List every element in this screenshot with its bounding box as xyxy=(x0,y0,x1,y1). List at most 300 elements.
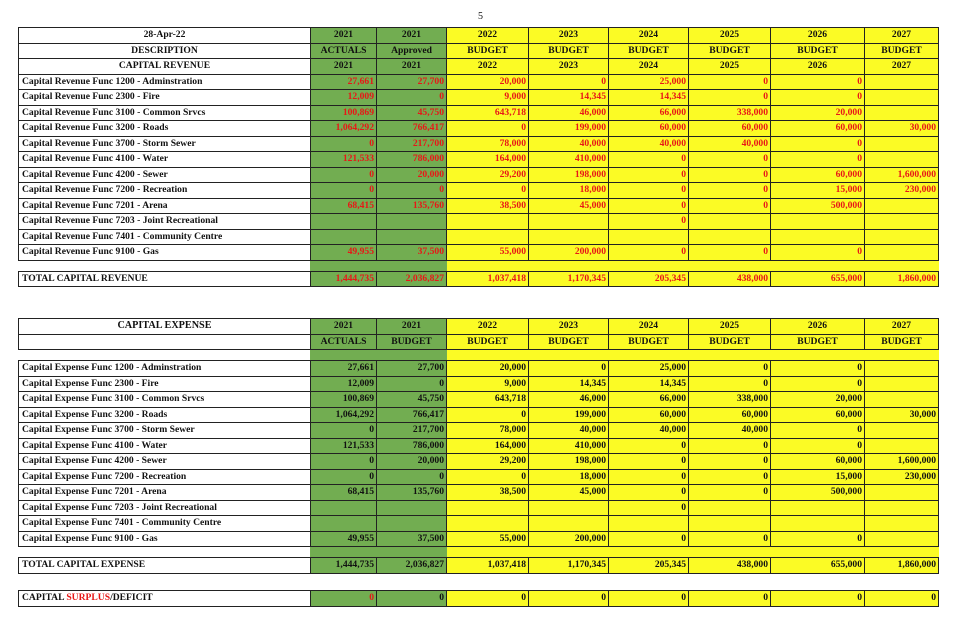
column-header: 2027 xyxy=(865,28,939,44)
value-cell: 0 xyxy=(609,485,689,501)
value-cell: 0 xyxy=(609,438,689,454)
value-cell: 55,000 xyxy=(447,531,529,547)
value-cell: 164,000 xyxy=(447,152,529,168)
total-value: 1,860,000 xyxy=(865,558,939,574)
value-cell: 0 xyxy=(689,485,771,501)
value-cell: 68,415 xyxy=(311,198,377,214)
value-cell xyxy=(609,516,689,532)
header-row xyxy=(19,319,939,335)
surplus-value: 0 xyxy=(377,591,447,607)
total-value: 2,036,827 xyxy=(377,271,447,287)
value-cell: 60,000 xyxy=(771,121,865,137)
table-row xyxy=(19,423,939,439)
table-row xyxy=(19,392,939,408)
capital-revenue-table xyxy=(18,27,939,287)
column-header: 2026 xyxy=(771,59,865,75)
column-header: ACTUALS xyxy=(311,43,377,59)
total-row xyxy=(19,271,939,287)
value-cell: 1,064,292 xyxy=(311,407,377,423)
table-row xyxy=(19,152,939,168)
value-cell: 338,000 xyxy=(689,105,771,121)
value-cell: 45,750 xyxy=(377,392,447,408)
value-cell: 45,000 xyxy=(529,485,609,501)
value-cell: 78,000 xyxy=(447,136,529,152)
value-cell: 40,000 xyxy=(689,423,771,439)
value-cell: 30,000 xyxy=(865,121,939,137)
value-cell xyxy=(865,214,939,230)
table-row xyxy=(19,229,939,245)
value-cell: 20,000 xyxy=(771,392,865,408)
value-cell: 38,500 xyxy=(447,198,529,214)
value-cell: 1,064,292 xyxy=(311,121,377,137)
value-cell xyxy=(447,214,529,230)
column-header: 2023 xyxy=(529,59,609,75)
value-cell xyxy=(311,516,377,532)
value-cell: 14,345 xyxy=(529,376,609,392)
value-cell: 100,869 xyxy=(311,105,377,121)
spacer-row xyxy=(19,350,939,361)
value-cell: 29,200 xyxy=(447,167,529,183)
value-cell: 0 xyxy=(609,531,689,547)
value-cell xyxy=(377,516,447,532)
value-cell: 0 xyxy=(377,183,447,199)
row-label: Capital Expense Func 3100 - Common Srvcs xyxy=(19,392,311,408)
surplus-value: 0 xyxy=(771,591,865,607)
spacer-row xyxy=(19,547,939,558)
column-header: 2026 xyxy=(771,28,865,44)
column-header: 2025 xyxy=(689,28,771,44)
total-row xyxy=(19,558,939,574)
value-cell xyxy=(865,198,939,214)
value-cell: 0 xyxy=(609,245,689,261)
value-cell: 217,700 xyxy=(377,423,447,439)
column-header: 2022 xyxy=(447,319,529,335)
table-row xyxy=(19,454,939,470)
value-cell: 786,000 xyxy=(377,152,447,168)
surplus-label-highlight: SURPLUS xyxy=(66,592,111,604)
value-cell: 18,000 xyxy=(529,183,609,199)
value-cell xyxy=(529,500,609,516)
table-row xyxy=(19,90,939,106)
row-label: Capital Revenue Func 3700 - Storm Sewer xyxy=(19,136,311,152)
column-header: 2023 xyxy=(529,28,609,44)
value-cell: 66,000 xyxy=(609,105,689,121)
row-label: Capital Revenue Func 3200 - Roads xyxy=(19,121,311,137)
value-cell: 0 xyxy=(689,152,771,168)
surplus-value: 0 xyxy=(865,591,939,607)
value-cell: 0 xyxy=(447,183,529,199)
row-label: Capital Expense Func 2300 - Fire xyxy=(19,376,311,392)
value-cell: 60,000 xyxy=(609,407,689,423)
column-header: BUDGET xyxy=(689,334,771,350)
value-cell: 0 xyxy=(771,245,865,261)
value-cell: 0 xyxy=(689,361,771,377)
table-row xyxy=(19,361,939,377)
value-cell xyxy=(311,229,377,245)
value-cell xyxy=(771,500,865,516)
table-row xyxy=(19,485,939,501)
table-row xyxy=(19,183,939,199)
surplus-label xyxy=(19,591,311,607)
value-cell: 60,000 xyxy=(689,121,771,137)
table-row xyxy=(19,121,939,137)
value-cell: 0 xyxy=(771,152,865,168)
row-label: Capital Expense Func 9100 - Gas xyxy=(19,531,311,547)
section-title: CAPITAL REVENUE xyxy=(19,59,311,75)
total-value: 1,444,735 xyxy=(311,558,377,574)
surplus-value: 0 xyxy=(689,591,771,607)
value-cell: 786,000 xyxy=(377,438,447,454)
value-cell: 20,000 xyxy=(447,74,529,90)
value-cell: 40,000 xyxy=(609,423,689,439)
value-cell xyxy=(529,214,609,230)
value-cell: 0 xyxy=(609,198,689,214)
value-cell: 0 xyxy=(447,121,529,137)
surplus-label-prefix: CAPITAL xyxy=(22,592,67,604)
column-header: BUDGET xyxy=(609,43,689,59)
row-label: Capital Expense Func 3200 - Roads xyxy=(19,407,311,423)
value-cell: 0 xyxy=(689,74,771,90)
value-cell: 0 xyxy=(609,469,689,485)
value-cell: 0 xyxy=(689,198,771,214)
value-cell: 46,000 xyxy=(529,392,609,408)
value-cell: 0 xyxy=(689,183,771,199)
value-cell: 643,718 xyxy=(447,105,529,121)
value-cell: 49,955 xyxy=(311,245,377,261)
column-header: BUDGET xyxy=(771,334,865,350)
column-header: 2022 xyxy=(447,59,529,75)
value-cell xyxy=(771,516,865,532)
value-cell: 199,000 xyxy=(529,407,609,423)
value-cell: 14,345 xyxy=(609,376,689,392)
surplus-value: 0 xyxy=(311,591,377,607)
value-cell: 60,000 xyxy=(771,407,865,423)
surplus-value: 0 xyxy=(609,591,689,607)
value-cell: 60,000 xyxy=(771,454,865,470)
value-cell xyxy=(447,229,529,245)
column-header: 2021 xyxy=(311,28,377,44)
value-cell xyxy=(865,229,939,245)
value-cell xyxy=(865,74,939,90)
value-cell: 0 xyxy=(689,245,771,261)
row-label: Capital Expense Func 3700 - Storm Sewer xyxy=(19,423,311,439)
value-cell: 135,760 xyxy=(377,485,447,501)
value-cell: 78,000 xyxy=(447,423,529,439)
value-cell xyxy=(865,376,939,392)
value-cell: 198,000 xyxy=(529,454,609,470)
row-label: Capital Revenue Func 3100 - Common Srvcs xyxy=(19,105,311,121)
value-cell: 766,417 xyxy=(377,121,447,137)
value-cell: 0 xyxy=(609,183,689,199)
value-cell: 0 xyxy=(311,136,377,152)
table-row xyxy=(19,438,939,454)
value-cell xyxy=(865,516,939,532)
value-cell xyxy=(771,229,865,245)
row-label: Capital Expense Func 7201 - Arena xyxy=(19,485,311,501)
column-header: BUDGET xyxy=(771,43,865,59)
total-value: 655,000 xyxy=(771,271,865,287)
value-cell: 230,000 xyxy=(865,469,939,485)
value-cell xyxy=(689,229,771,245)
value-cell: 18,000 xyxy=(529,469,609,485)
surplus-label-suffix: /DEFICIT xyxy=(110,592,153,604)
value-cell: 0 xyxy=(689,469,771,485)
value-cell: 0 xyxy=(529,361,609,377)
total-value: 438,000 xyxy=(689,558,771,574)
total-label: TOTAL CAPITAL REVENUE xyxy=(19,271,311,287)
capital-expense-table xyxy=(18,318,939,574)
value-cell: 121,533 xyxy=(311,152,377,168)
column-header: BUDGET xyxy=(447,334,529,350)
value-cell: 38,500 xyxy=(447,485,529,501)
total-value: 1,170,345 xyxy=(529,271,609,287)
value-cell: 0 xyxy=(377,376,447,392)
column-header: BUDGET xyxy=(865,43,939,59)
value-cell xyxy=(865,423,939,439)
column-header: 2021 xyxy=(311,59,377,75)
column-header: ACTUALS xyxy=(311,334,377,350)
table-row xyxy=(19,74,939,90)
table-row xyxy=(19,167,939,183)
table-row xyxy=(19,516,939,532)
surplus-value: 0 xyxy=(529,591,609,607)
column-header: 2023 xyxy=(529,319,609,335)
row-label: Capital Revenue Func 9100 - Gas xyxy=(19,245,311,261)
table-row xyxy=(19,531,939,547)
value-cell: 0 xyxy=(377,469,447,485)
page-number: 5 xyxy=(478,11,483,22)
value-cell xyxy=(865,500,939,516)
column-header: 2021 xyxy=(311,319,377,335)
column-header: BUDGET xyxy=(447,43,529,59)
row-label: Capital Revenue Func 7401 - Community Centre xyxy=(19,229,311,245)
value-cell: 1,600,000 xyxy=(865,167,939,183)
value-cell xyxy=(771,214,865,230)
value-cell xyxy=(609,229,689,245)
value-cell: 0 xyxy=(609,454,689,470)
column-header: BUDGET xyxy=(529,43,609,59)
value-cell: 0 xyxy=(771,361,865,377)
row-label: Capital Expense Func 7203 - Joint Recreational xyxy=(19,500,311,516)
value-cell: 164,000 xyxy=(447,438,529,454)
value-cell: 20,000 xyxy=(377,454,447,470)
total-value: 1,860,000 xyxy=(865,271,939,287)
value-cell: 410,000 xyxy=(529,438,609,454)
column-header: 2026 xyxy=(771,319,865,335)
table-row xyxy=(19,500,939,516)
column-header: 2022 xyxy=(447,28,529,44)
column-header: 2021 xyxy=(377,59,447,75)
value-cell: 230,000 xyxy=(865,183,939,199)
value-cell: 0 xyxy=(609,167,689,183)
header-row xyxy=(19,28,939,44)
value-cell: 0 xyxy=(529,74,609,90)
value-cell: 40,000 xyxy=(609,136,689,152)
value-cell: 0 xyxy=(771,438,865,454)
value-cell: 14,345 xyxy=(609,90,689,106)
column-header: BUDGET xyxy=(865,334,939,350)
column-header: 2021 xyxy=(377,28,447,44)
value-cell xyxy=(529,229,609,245)
value-cell: 12,009 xyxy=(311,90,377,106)
total-value: 1,037,418 xyxy=(447,271,529,287)
row-label: Capital Revenue Func 2300 - Fire xyxy=(19,90,311,106)
value-cell: 500,000 xyxy=(771,198,865,214)
total-value: 438,000 xyxy=(689,271,771,287)
value-cell: 60,000 xyxy=(609,121,689,137)
value-cell xyxy=(377,214,447,230)
value-cell: 0 xyxy=(771,531,865,547)
value-cell: 198,000 xyxy=(529,167,609,183)
column-header: 2025 xyxy=(689,59,771,75)
total-value: 1,444,735 xyxy=(311,271,377,287)
value-cell: 27,661 xyxy=(311,74,377,90)
table-row xyxy=(19,376,939,392)
value-cell xyxy=(865,531,939,547)
value-cell: 0 xyxy=(689,376,771,392)
value-cell: 0 xyxy=(689,454,771,470)
value-cell: 0 xyxy=(771,423,865,439)
header-row xyxy=(19,43,939,59)
value-cell: 27,661 xyxy=(311,361,377,377)
surplus-value: 0 xyxy=(447,591,529,607)
value-cell xyxy=(689,214,771,230)
value-cell: 68,415 xyxy=(311,485,377,501)
value-cell xyxy=(311,214,377,230)
value-cell xyxy=(865,392,939,408)
row-label: Capital Expense Func 7401 - Community Centre xyxy=(19,516,311,532)
row-label: Capital Revenue Func 1200 - Adminstration xyxy=(19,74,311,90)
value-cell: 0 xyxy=(689,438,771,454)
row-label: Capital Revenue Func 4200 - Sewer xyxy=(19,167,311,183)
value-cell: 0 xyxy=(771,376,865,392)
value-cell xyxy=(377,229,447,245)
table-row xyxy=(19,214,939,230)
value-cell xyxy=(311,500,377,516)
value-cell: 20,000 xyxy=(377,167,447,183)
column-header: Approved xyxy=(377,43,447,59)
column-header: 2025 xyxy=(689,319,771,335)
row-label: Capital Revenue Func 7200 - Recreation xyxy=(19,183,311,199)
value-cell: 0 xyxy=(311,469,377,485)
value-cell: 0 xyxy=(377,90,447,106)
total-value: 205,345 xyxy=(609,558,689,574)
value-cell: 9,000 xyxy=(447,90,529,106)
value-cell: 15,000 xyxy=(771,469,865,485)
spacer-row xyxy=(19,260,939,271)
value-cell: 0 xyxy=(689,531,771,547)
value-cell xyxy=(865,136,939,152)
value-cell: 0 xyxy=(447,407,529,423)
report-date: 28-Apr-22 xyxy=(19,28,311,44)
value-cell: 0 xyxy=(609,500,689,516)
value-cell: 15,000 xyxy=(771,183,865,199)
blank-header xyxy=(19,334,311,350)
column-header: 2024 xyxy=(609,59,689,75)
value-cell: 643,718 xyxy=(447,392,529,408)
row-label: Capital Revenue Func 7201 - Arena xyxy=(19,198,311,214)
value-cell: 0 xyxy=(609,152,689,168)
value-cell: 0 xyxy=(311,423,377,439)
value-cell: 60,000 xyxy=(689,407,771,423)
value-cell: 60,000 xyxy=(771,167,865,183)
value-cell: 45,000 xyxy=(529,198,609,214)
total-value: 1,037,418 xyxy=(447,558,529,574)
value-cell: 27,700 xyxy=(377,361,447,377)
column-header: 2027 xyxy=(865,319,939,335)
value-cell: 766,417 xyxy=(377,407,447,423)
table-row xyxy=(19,245,939,261)
value-cell: 135,760 xyxy=(377,198,447,214)
value-cell xyxy=(865,485,939,501)
value-cell: 40,000 xyxy=(529,423,609,439)
total-value: 655,000 xyxy=(771,558,865,574)
value-cell: 45,750 xyxy=(377,105,447,121)
value-cell: 200,000 xyxy=(529,245,609,261)
column-header: BUDGET xyxy=(609,334,689,350)
total-value: 205,345 xyxy=(609,271,689,287)
value-cell: 27,700 xyxy=(377,74,447,90)
value-cell: 40,000 xyxy=(689,136,771,152)
value-cell xyxy=(689,516,771,532)
value-cell xyxy=(865,90,939,106)
value-cell: 49,955 xyxy=(311,531,377,547)
value-cell: 0 xyxy=(447,469,529,485)
value-cell: 37,500 xyxy=(377,245,447,261)
value-cell: 12,009 xyxy=(311,376,377,392)
column-header: BUDGET xyxy=(689,43,771,59)
value-cell: 1,600,000 xyxy=(865,454,939,470)
value-cell: 0 xyxy=(689,90,771,106)
value-cell: 14,345 xyxy=(529,90,609,106)
value-cell xyxy=(447,516,529,532)
value-cell: 0 xyxy=(771,74,865,90)
value-cell xyxy=(689,500,771,516)
value-cell: 500,000 xyxy=(771,485,865,501)
value-cell: 40,000 xyxy=(529,136,609,152)
column-header: BUDGET xyxy=(529,334,609,350)
table-row xyxy=(19,136,939,152)
column-header: 2024 xyxy=(609,319,689,335)
column-header: 2024 xyxy=(609,28,689,44)
value-cell: 46,000 xyxy=(529,105,609,121)
value-cell: 0 xyxy=(771,90,865,106)
value-cell xyxy=(447,500,529,516)
value-cell: 217,700 xyxy=(377,136,447,152)
value-cell: 121,533 xyxy=(311,438,377,454)
section-title: CAPITAL EXPENSE xyxy=(19,319,311,335)
value-cell: 338,000 xyxy=(689,392,771,408)
value-cell: 0 xyxy=(689,167,771,183)
value-cell xyxy=(865,245,939,261)
value-cell: 9,000 xyxy=(447,376,529,392)
total-value: 1,170,345 xyxy=(529,558,609,574)
column-header: 2021 xyxy=(377,319,447,335)
value-cell: 55,000 xyxy=(447,245,529,261)
value-cell: 29,200 xyxy=(447,454,529,470)
capital-surplus-table xyxy=(18,590,939,607)
header-row xyxy=(19,334,939,350)
total-value: 2,036,827 xyxy=(377,558,447,574)
column-header: BUDGET xyxy=(377,334,447,350)
value-cell: 0 xyxy=(311,167,377,183)
value-cell xyxy=(865,152,939,168)
column-header: 2027 xyxy=(865,59,939,75)
value-cell xyxy=(529,516,609,532)
value-cell: 66,000 xyxy=(609,392,689,408)
value-cell: 100,869 xyxy=(311,392,377,408)
value-cell: 0 xyxy=(771,136,865,152)
